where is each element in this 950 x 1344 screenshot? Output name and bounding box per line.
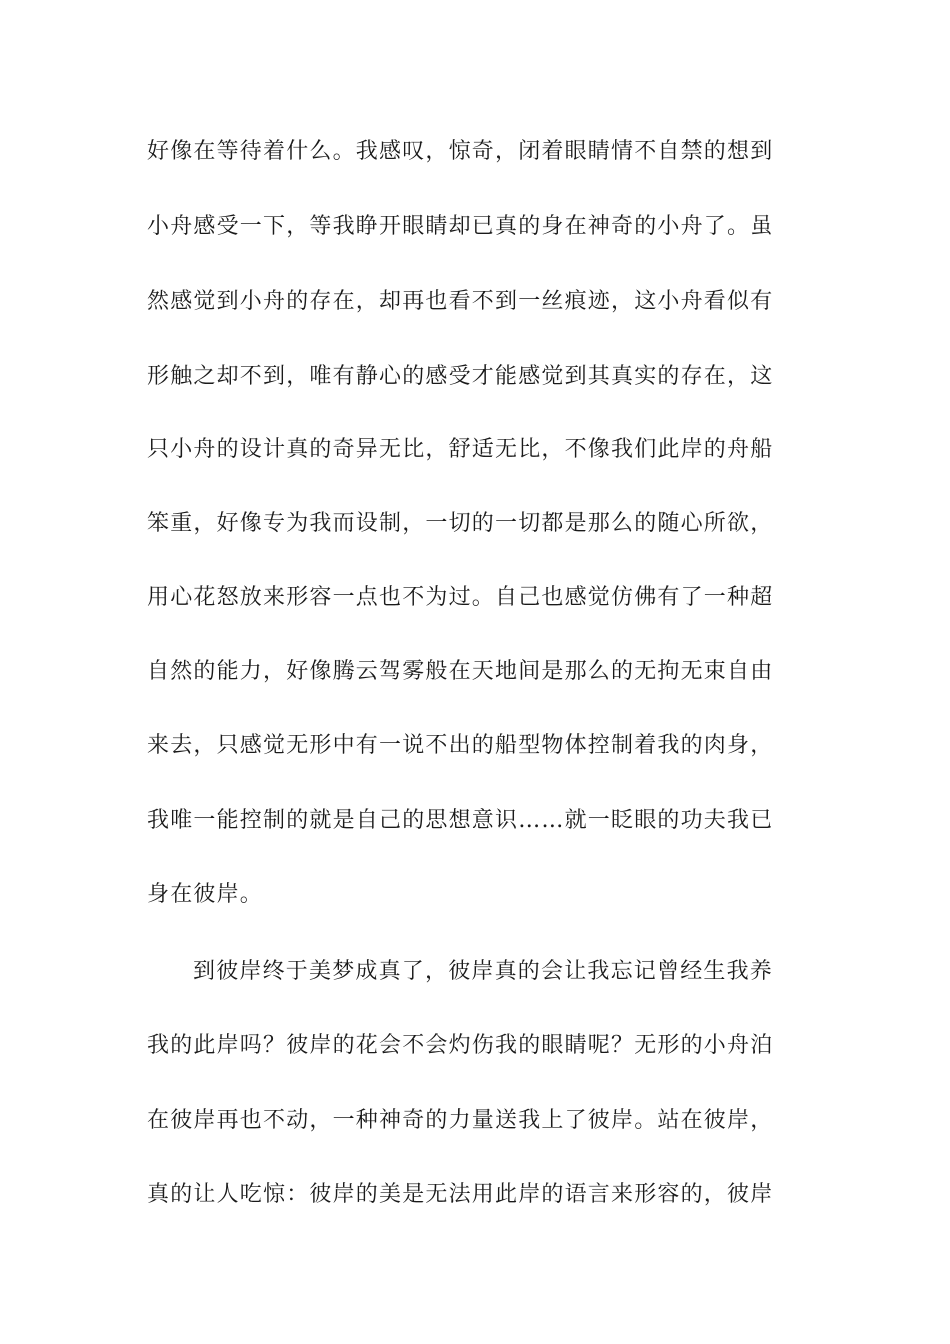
text-line: 身在彼岸。 — [147, 882, 264, 907]
text-line: 到彼岸终于美梦成真了，彼岸真的会让我忘记曾经生我养 — [193, 959, 774, 984]
text-line: 只小舟的设计真的奇异无比，舒适无比，不像我们此岸的舟船 — [147, 437, 774, 462]
text-line: 在彼岸再也不动，一种神奇的力量送我上了彼岸。站在彼岸， — [147, 1108, 774, 1133]
text-line: 自然的能力，好像腾云驾雾般在天地间是那么的无拘无束自由 — [147, 659, 774, 684]
text-line: 来去，只感觉无形中有一说不出的船型物体控制着我的肉身， — [147, 733, 774, 758]
text-line: 我唯一能控制的就是自己的思想意识……就一眨眼的功夫我已 — [147, 808, 774, 833]
text-line: 用心花怒放来形容一点也不为过。自己也感觉仿佛有了一种超 — [147, 585, 774, 610]
text-line: 形触之却不到，唯有静心的感受才能感觉到其真实的存在，这 — [147, 364, 774, 389]
text-line: 笨重，好像专为我而设制，一切的一切都是那么的随心所欲， — [147, 511, 774, 536]
text-line: 好像在等待着什么。我感叹，惊奇，闭着眼睛情不自禁的想到 — [147, 139, 774, 164]
text-line: 然感觉到小舟的存在，却再也看不到一丝痕迹，这小舟看似有 — [147, 289, 774, 314]
text-line: 小舟感受一下，等我睁开眼睛却已真的身在神奇的小舟了。虽 — [147, 214, 774, 239]
text-line: 真的让人吃惊：彼岸的美是无法用此岸的语言来形容的，彼岸 — [147, 1182, 774, 1207]
text-line: 我的此岸吗？彼岸的花会不会灼伤我的眼睛呢？无形的小舟泊 — [147, 1033, 774, 1058]
